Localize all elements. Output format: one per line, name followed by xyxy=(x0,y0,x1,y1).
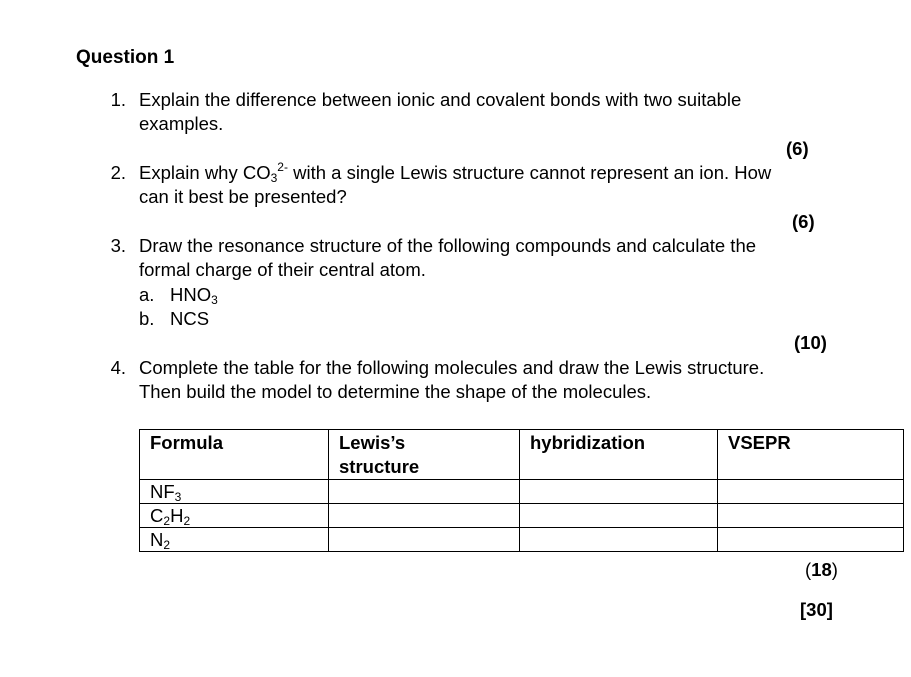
hybridization-cell[interactable] xyxy=(520,528,718,552)
question-3-marks: (10) xyxy=(794,332,827,353)
header-lewis-structure xyxy=(329,430,520,480)
formula-n2-base: N xyxy=(150,529,164,550)
vsepr-cell[interactable] xyxy=(718,480,904,504)
question-1-marks: (6) xyxy=(786,138,809,159)
question-3a-compound xyxy=(170,283,218,307)
question-3a-base: HNO xyxy=(170,284,212,305)
question-3a-letter: a. xyxy=(139,284,155,305)
question-3b-compound: NCS xyxy=(170,308,210,329)
header-formula: Formula xyxy=(140,430,329,480)
formula-c2h2-c: C xyxy=(150,505,164,526)
formula-c2h2-h: H xyxy=(170,505,184,526)
question-4-text-line2: Then build the model to determine the shape of the molecules. xyxy=(139,381,652,402)
vsepr-cell[interactable] xyxy=(718,504,904,528)
header-vsepr: VSEPR xyxy=(718,430,904,480)
vsepr-cell[interactable] xyxy=(718,528,904,552)
question-2-text-post: with a single Lewis structure cannot represent an ion. How xyxy=(287,162,772,183)
question-3-text-line1: Draw the resonance structure of the following compounds and calculate the xyxy=(139,235,757,256)
question-1-text-line2: examples. xyxy=(139,113,224,134)
question-1-number: 1. xyxy=(110,89,126,110)
question-3-number: 3. xyxy=(110,235,126,256)
formula-cell xyxy=(140,504,329,528)
question-4-marks-value: 18 xyxy=(811,559,832,580)
header-hybridization: hybridization xyxy=(520,430,718,480)
question-4-text-line1: Complete the table for the following molecules and draw the Lewis structure. xyxy=(139,357,765,378)
hybridization-cell[interactable] xyxy=(520,504,718,528)
question-3-text-line2: formal charge of their central atom. xyxy=(139,259,426,280)
formula-nf3-base: NF xyxy=(150,481,175,502)
question-2-text-pre: Explain why CO xyxy=(139,162,271,183)
lewis-cell[interactable] xyxy=(329,528,520,552)
carbonate-subscript: 3 xyxy=(270,171,278,185)
question-2-marks: (6) xyxy=(792,211,815,232)
question-heading: Question 1 xyxy=(76,47,175,68)
total-marks: [30] xyxy=(800,599,833,620)
question-3b-letter: b. xyxy=(139,308,155,329)
question-2-text-line2: can it best be presented? xyxy=(139,186,347,207)
question-3a-subscript: 3 xyxy=(211,293,218,307)
question-1-text-line1: Explain the difference between ionic and covalent bonds with two suitable xyxy=(139,89,742,110)
header-lewis-line1: Lewis’s xyxy=(339,432,406,453)
formula-cell xyxy=(140,480,329,504)
molecule-table xyxy=(139,429,904,552)
table-row xyxy=(140,528,904,552)
hybridization-cell[interactable] xyxy=(520,480,718,504)
table-row xyxy=(140,504,904,528)
question-4-number: 4. xyxy=(110,357,126,378)
lewis-cell[interactable] xyxy=(329,504,520,528)
formula-c2h2-sub1: 2 xyxy=(163,514,171,528)
question-4-marks: (18) xyxy=(805,559,838,580)
carbonate-charge: 2- xyxy=(277,160,288,174)
question-2-text-line1 xyxy=(139,161,771,185)
lewis-cell[interactable] xyxy=(329,480,520,504)
formula-nf3-subscript: 3 xyxy=(174,490,182,504)
header-lewis-line2: structure xyxy=(339,456,420,477)
formula-c2h2-sub2: 2 xyxy=(183,514,191,528)
formula-n2-subscript: 2 xyxy=(163,538,171,552)
table-row xyxy=(140,480,904,504)
formula-cell xyxy=(140,528,329,552)
table-header-row xyxy=(140,430,904,480)
question-2-number: 2. xyxy=(110,162,126,183)
